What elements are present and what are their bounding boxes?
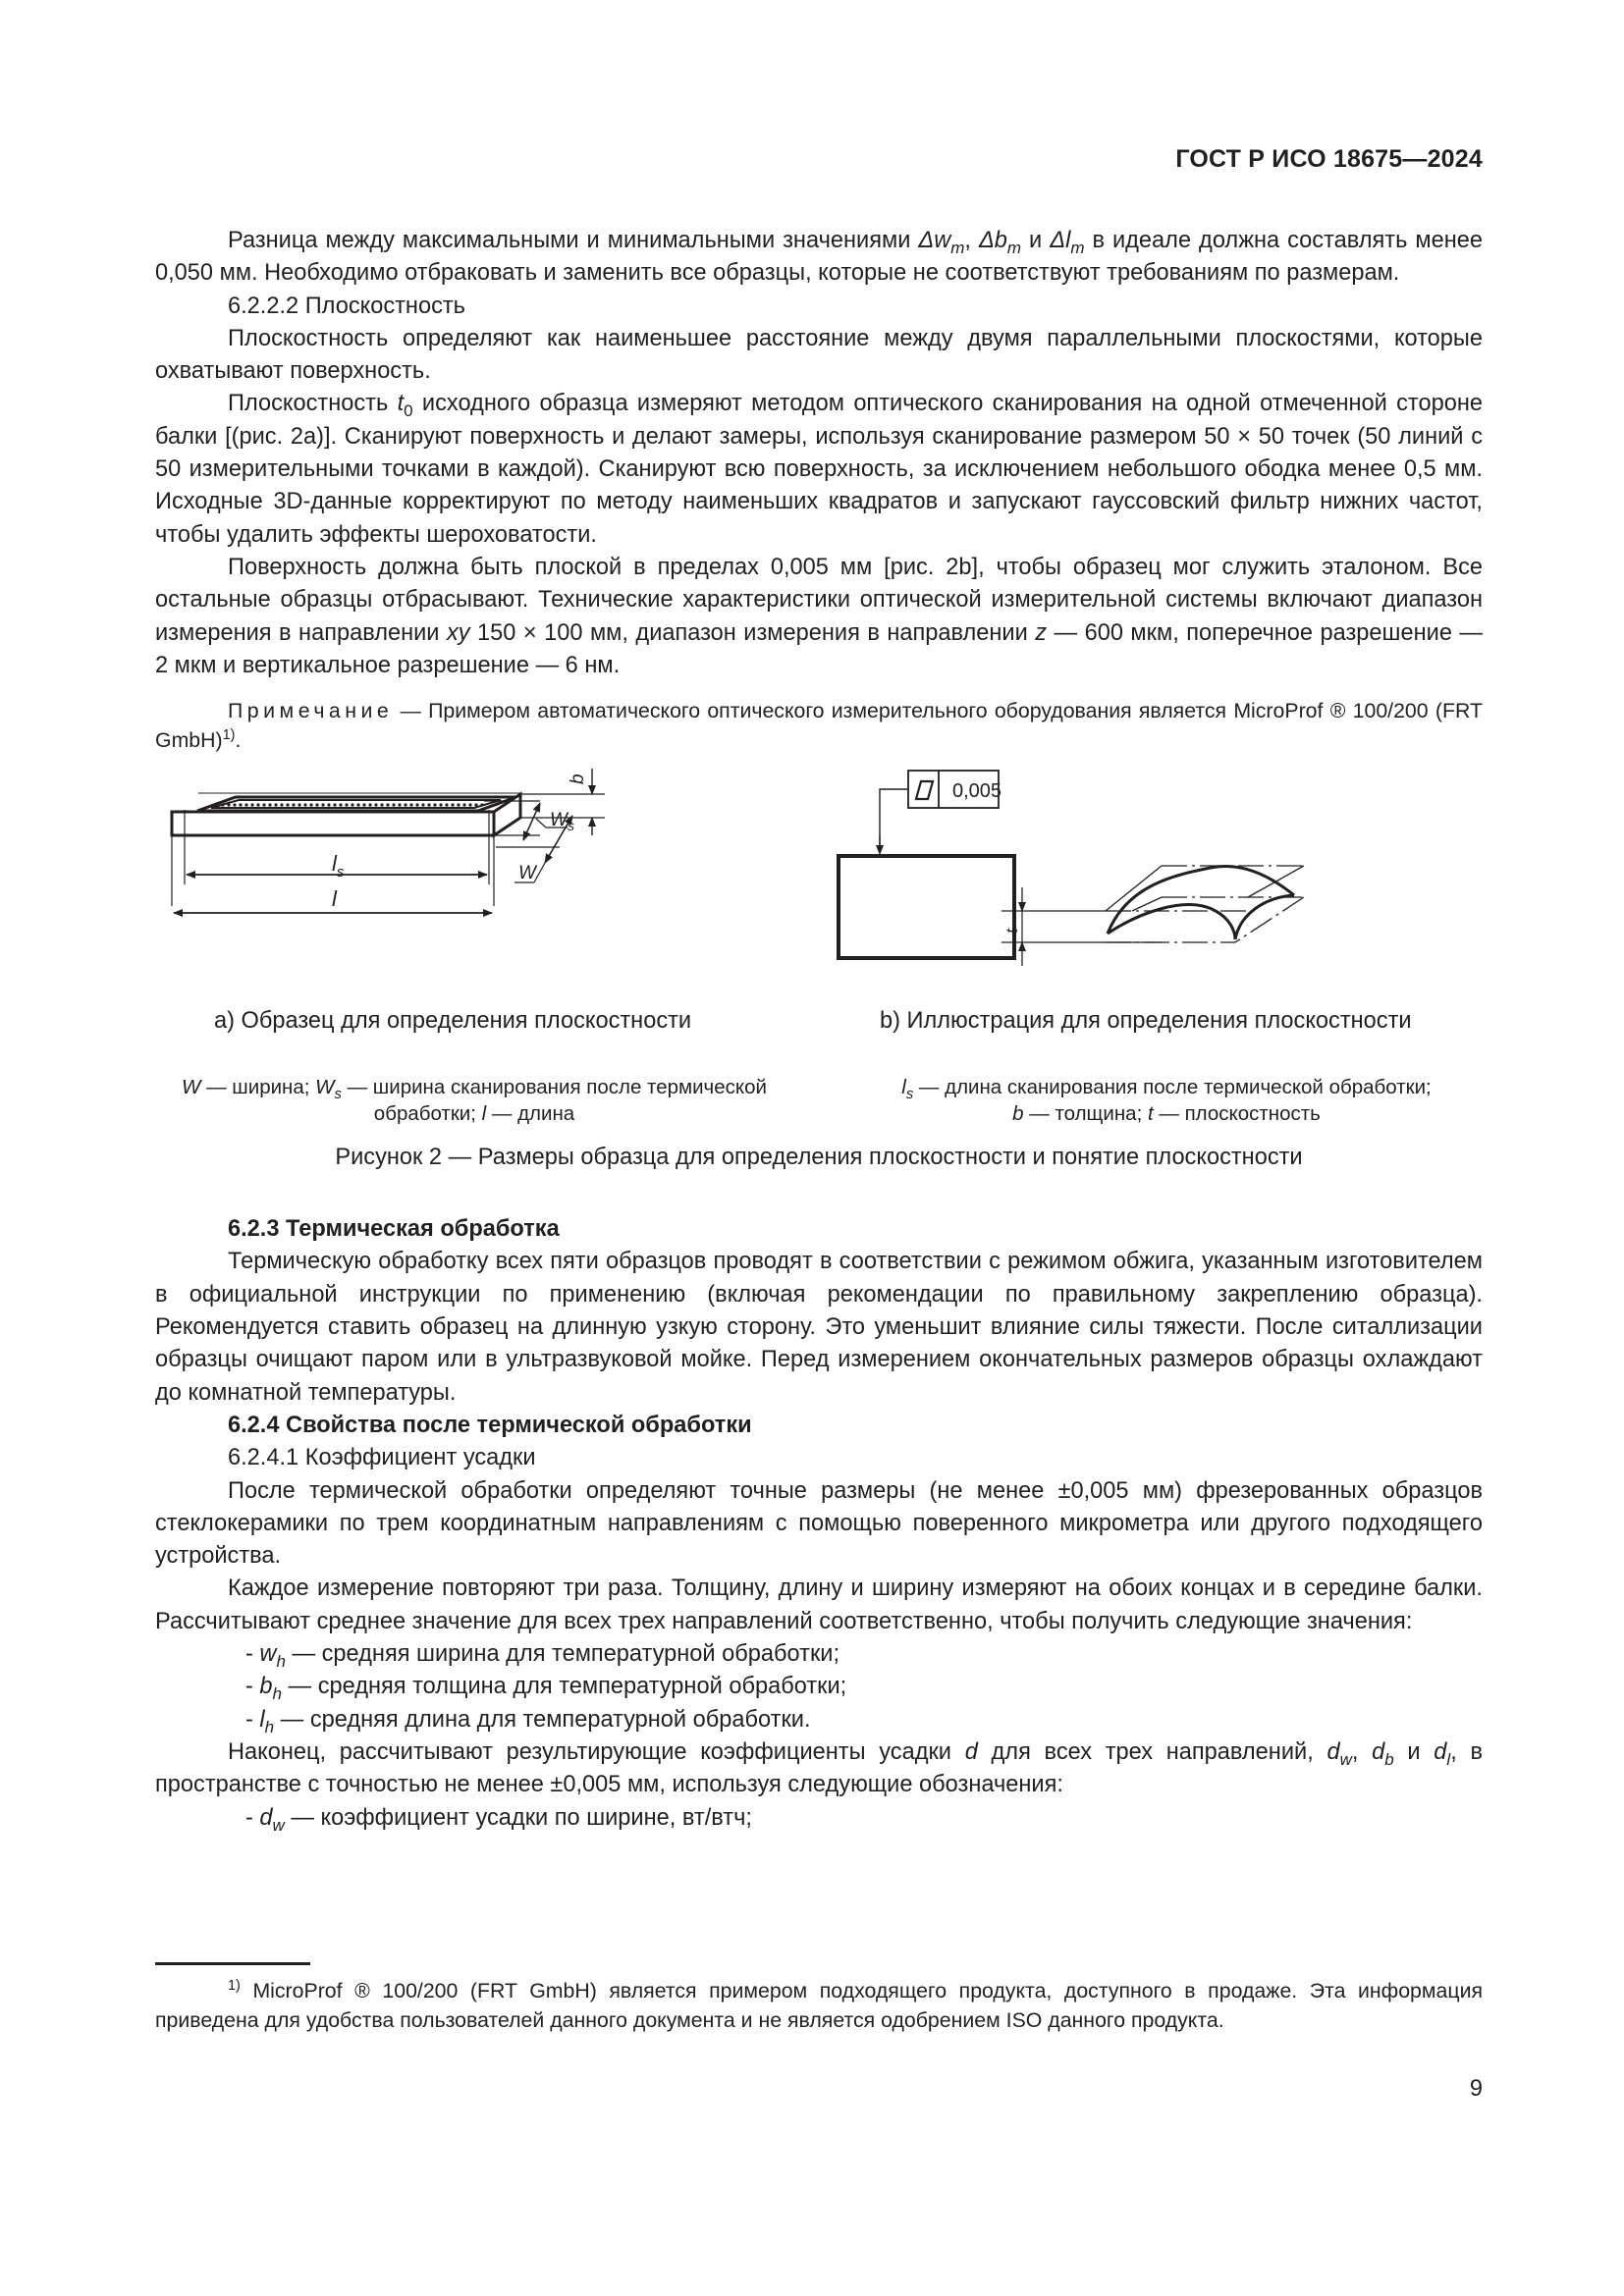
standard-header: ГОСТ Р ИСО 18675—2024	[1175, 145, 1483, 173]
legend-a: W — ширина; $W_s$ — ширина сканирования после термической обработки; l — длина	[182, 1076, 767, 1126]
list-item-lh: - $l_h$ — средняя длина для температурной обработки.	[245, 1706, 811, 1736]
sample-bar-drawing	[172, 769, 605, 913]
paragraph-flatness-measurement: Плоскостность $t_0$ исходного образца измеряют методом оптического сканирования на одной отмеченной стороне балки [(рис. 2a)]. Сканируют поверхность и делают замеры, используя сканирование размером 50 × 50 точек (50 линий с 50 измерительными точками в каждой). Сканируют всю поверхность, за исключением небольшого ободка менее 0,5 мм. Исходные 3D-данные корректируют по методу наименьших квадратов и запускают гауссовский фильтр нижних частот, чтобы удалить эффекты шероховатости.	[155, 391, 1483, 548]
figure-2-drawing	[155, 767, 1483, 1002]
footnote-marker: 1)	[228, 1978, 241, 1995]
paragraph-measurement-repeat: Каждое измерение повторяют три раза. Толщину, длину и ширину измеряют на обоих концах и в середине балки. Рассчитывают среднее значение для всех трех направлений соответственно, чтобы получить следующие значения:	[155, 1575, 1483, 1634]
label-b: b	[568, 774, 588, 785]
section-heading-6-2-3: 6.2.3 Термическая обработка	[228, 1216, 560, 1243]
label-w: W	[518, 863, 536, 884]
section-heading-6-2-2-2: 6.2.2.2 Плоскостность	[228, 293, 465, 319]
note-label: Примечание	[228, 699, 394, 723]
page-number: 9	[1469, 2076, 1483, 2102]
body-text	[155, 225, 1483, 1835]
caption-b: b) Иллюстрация для определения плоскостности	[880, 1008, 1412, 1035]
note: Примечание — Примером автоматического оптического измерительного оборудования является MicroProf ® 100/200 (FRT GmbH)$^{1)}$.	[155, 699, 1483, 753]
list-item-bh: - $b_h$ — средняя толщина для температурной обработки;	[245, 1674, 847, 1704]
paragraph-shrinkage-coefficients: Наконец, рассчитывают результирующие коэффициенты усадки d для всех трех направлений, $d_w$, $d_b$ и $d_l$, в пространстве с точностью не менее ±0,005 мм, используя следующие обозначения:	[155, 1738, 1483, 1798]
label-ws: $W_s$	[550, 810, 574, 834]
footnote-ref[interactable]: 1)	[222, 727, 236, 744]
list-item-dw: - $d_w$ — коэффициент усадки по ширине, вт/втч;	[245, 1804, 752, 1835]
figure-2	[155, 767, 1483, 1213]
footnote: $^{1)}$ MicroProf ® 100/200 (FRT GmbH) является примером подходящего продукта, доступного в продаже. Эта информация приведена для удобства пользователей данного документа и не является одобрением ISO данного продукта.	[155, 1978, 1483, 2032]
figure-title: Рисунок 2 — Размеры образца для определения плоскостности и понятие плоскостности	[335, 1145, 1303, 1171]
section-heading-6-2-4: 6.2.4 Свойства после термической обработки	[228, 1412, 752, 1438]
label-t: t	[1001, 928, 1022, 934]
paragraph-flatness-definition: Плоскостность определяют как наименьшее расстояние между двумя параллельными плоскостями, которые охватывают поверхность.	[155, 325, 1483, 385]
list-item-wh: - $w_h$ — средняя ширина для температурной обработки;	[245, 1641, 840, 1671]
paragraph-dimensions-after-treatment: После термической обработки определяют точные размеры (не менее ±0,005 мм) фрезерованных образцов стеклокерамики по трем координатным направлениям с помощью поверенного микрометра или другого подходящего устройства.	[155, 1477, 1483, 1570]
legend-b: $l_s$ — длина сканирования после термической обработки; b — толщина; t — плоскостность	[901, 1076, 1432, 1126]
caption-a: a) Образец для определения плоскостности	[214, 1008, 692, 1035]
label-ls: $l_s$	[332, 851, 345, 881]
footnote-divider	[155, 1962, 310, 1965]
tolerance-value: 0,005	[952, 780, 1002, 803]
paragraph-heat-treatment: Термическую обработку всех пяти образцов проводят в соответствии с режимом обжига, указанным изготовителем в официальной инструкции по применению (включая рекомендации по правильному закреплению образца). Рекомендуется ставить образец на длинную узкую сторону. Это уменьшит влияние силы тяжести. После ситаллизации образцы очищают паром или в ультразвуковой мойке. Перед измерением окончательных размеров образцы охлаждают до комнатной температуры.	[155, 1249, 1483, 1406]
paragraph-flatness-tolerance: Поверхность должна быть плоской в пределах 0,005 мм [рис. 2b], чтобы образец мог служить эталоном. Все остальные образцы отбрасывают. Технические характеристики оптической измерительной системы включают диапазон измерения в направлении xy 150 × 100 мм, диапазон измерения в направлении z — 600 мкм, поперечное разрешение — 2 мкм и вертикальное разрешение — 6 нм.	[155, 554, 1483, 678]
paragraph-dimension-tolerance: Разница между максимальными и минимальными значениями $\Delta w_m$, $\Delta b_m$ и $\Delta l_m$ в идеале должна составлять менее 0,050 мм. Необходимо отбраковать и заменить все образцы, которые не соответствуют требованиям по размерам.	[155, 228, 1483, 287]
label-l: l	[332, 886, 337, 912]
section-heading-6-2-4-1: 6.2.4.1 Коэффициент усадки	[228, 1445, 536, 1471]
flatness-surface-drawing	[1001, 866, 1304, 966]
